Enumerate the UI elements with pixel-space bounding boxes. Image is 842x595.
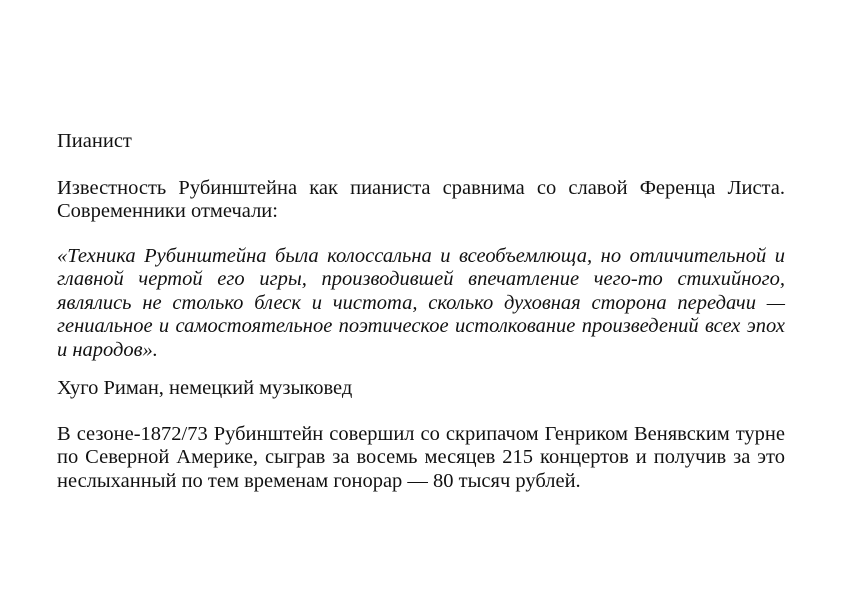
tour-paragraph: В сезоне-1872/73 Рубинштейн совершил со скрипачом Генриком Венявским турне по Северной Америке, сыграв за восемь месяцев 215 концертов и получив за это неслыханный по тем временам гонорар — 80 тысяч рублей. [57, 423, 785, 492]
intro-paragraph: Известность Рубинштейна как пианиста сравнима со славой Ференца Листа. Современники отмечали: [57, 177, 785, 223]
quote-attribution: Хуго Риман, немецкий музыковед [57, 377, 353, 399]
quote-paragraph: «Техника Рубинштейна была колоссальна и всеобъемлюща, но отличительной и главной чертой его игры, производившей впечатление чего-то стихийного, являлись не столько блеск и чистота, сколько духовная сторона передачи — гениальное и самостоятельное поэтическое истолкование произведений всех эпох и народов». [57, 245, 785, 361]
section-heading: Пианист [57, 130, 132, 152]
document-page [57, 0, 785, 595]
